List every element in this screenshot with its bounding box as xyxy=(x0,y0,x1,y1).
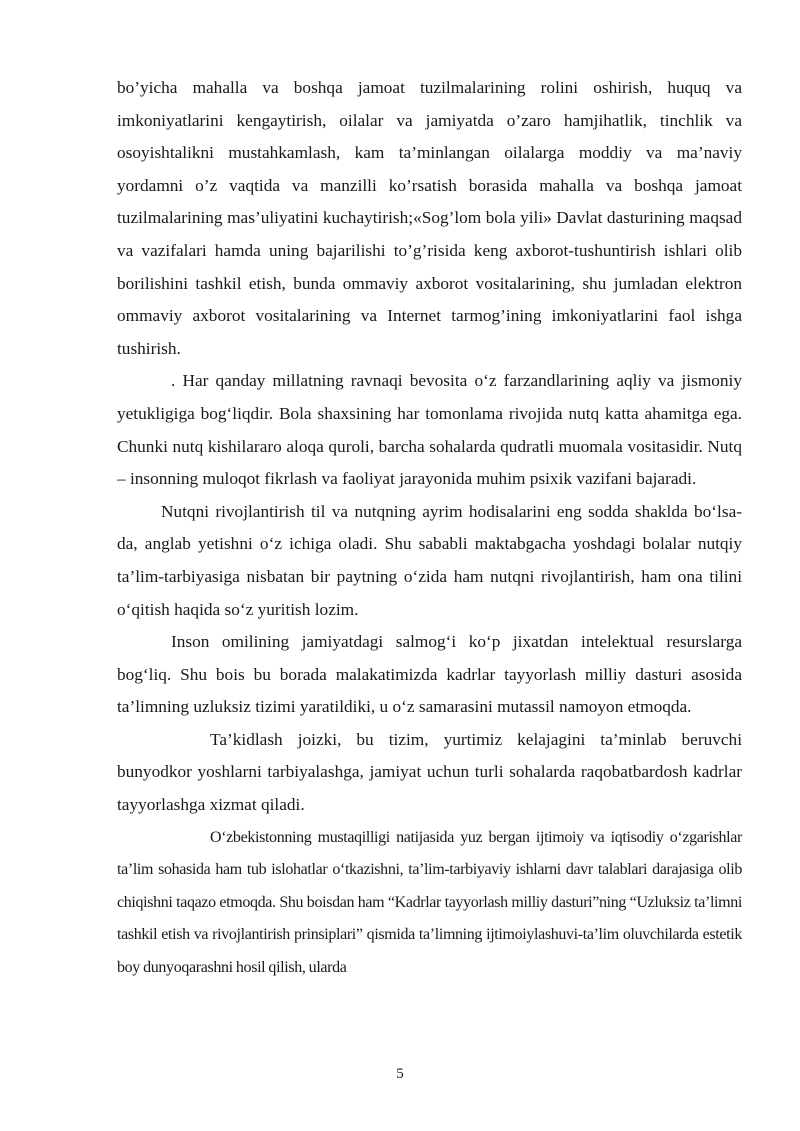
document-page xyxy=(117,72,742,985)
paragraph-5: Ta’kidlash joizki, bu tizim, yurtimiz kelajagini ta’minlab beruvchi bunyodkor yoshlarni tarbiyalashga, jamiyat uchun turli sohalarda raqobatbardosh kadrlar tayyorlashga xizmat qiladi. xyxy=(117,729,742,815)
paragraph-4: Inson omilining jamiyatdagi salmog‘i ko‘p jixatdan intelektual resurslarga bog‘liq. Shu bois bu borada malakatimizda kadrlar tayyorlash milliy dasturi asosida ta’limning uzluksiz tizimi yaratildiki, u o‘z samarasini mutassil namoyon etmoqda. xyxy=(117,632,742,717)
paragraph-2: . Har qanday millatning ravnaqi bevosita o‘z farzandlarining aqliy va jismoniy yetukligiga bog‘liqdir. Bola shaxsining har tomonlama rivojida nutq katta ahamitga ega. Chunki nutq kishilararo aloqa quroli, barcha sohalarda qudratli muomala vositasidir. Nutq – insonning muloqot fikrlash va faoliyat jarayonida muhim psixik vazifani bajaradi. xyxy=(117,371,742,489)
paragraph-6: O‘zbekistonning mustaqilligi natijasida yuz bergan ijtimoiy va iqtisodiy o‘zgarishlar ta’lim sohasida ham tub islohatlar o‘tkazishni, ta’lim-tarbiyaviy ishlarni davr talablari darajasiga olib chiqishni taqazo etmoqda. Shu boisdan ham “Kadrlar tayyorlash milliy dasturi”ning “Uzluksiz ta’limni tashkil etish va rivojlantirish prinsiplari” qismida ta’limning ijtimoiylashuvi-ta’lim oluvchilarda estetik boy dunyoqarashni hosil qilish, ularda xyxy=(117,828,742,977)
page-number: 5 xyxy=(396,1066,404,1082)
paragraph-3: Nutqni rivojlantirish til va nutqning ayrim hodisalarini eng sodda shaklda bo‘lsa-da, anglab yetishni o‘z ichiga oladi. Shu sababli maktabgacha yoshdagi bolalar nutqiy ta’lim-tarbiyasiga nisbatan bir paytning o‘zida ham nutqni rivojlantirish, ham ona tilini o‘qitish haqida so‘z yuritish lozim. xyxy=(117,501,742,619)
paragraph-1: bo’yicha mahalla va boshqa jamoat tuzilmalarining rolini oshirish, huquq va imkoniyatlarini kengaytirish, oilalar va jamiyatda o’zaro hamjihatlik, tinchlik va osoyishtalikni mustahkamlash, kam ta’minlangan oilalarga moddiy va ma’naviy yordamni o’z vaqtida va manzilli ko’rsatish borasida mahalla va boshqa jamoat tuzilmalarining mas’uliyatini kuchaytirish;«Sog’lom bola yili» Davlat dasturining maqsad va vazifalari hamda uning bajarilishi to’g’risida keng axborot-tushuntirish ishlari olib borilishini tashkil etish, bunda ommaviy axborot vositalarining, shu jumladan elektron ommaviy axborot vositalarining va Internet tarmog’ining imkoniyatlarini faol ishga tushirish. xyxy=(117,78,742,358)
